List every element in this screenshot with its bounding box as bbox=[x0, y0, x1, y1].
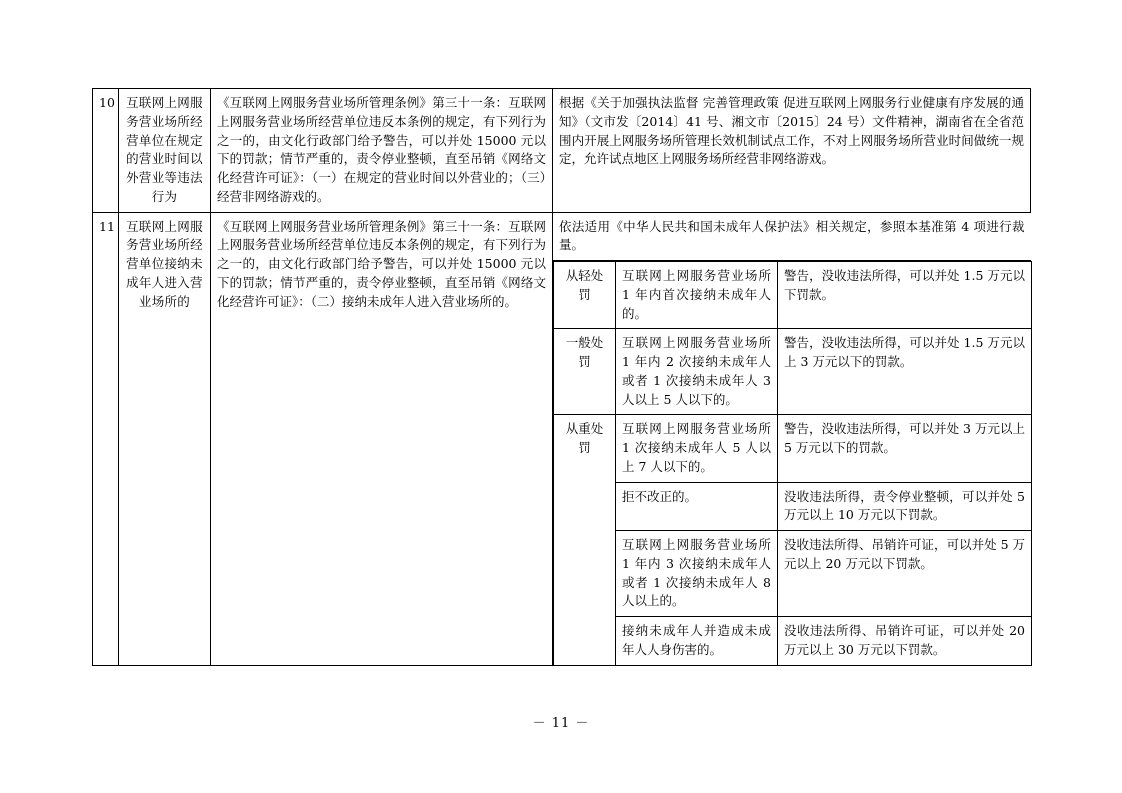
remark-note: 根据《关于加强执法监督 完善管理政策 促进互联网上网服务行业健康有序发展的通知》（文市发〔2014〕41 号、湘文市〔2015〕24 号）文件精神，湖南省在全省范围内开展上网服务场所管理长效机制试点工作，不对上网服务场所营业时间做统一规定，允许试点地区上网服务场所经营非网络游戏。 bbox=[553, 89, 1031, 213]
discretion-penalty: 没收违法所得、吊销许可证，可以并处 20 万元以上 30 万元以下罚款。 bbox=[778, 617, 1032, 666]
discretion-level: 一般处罚 bbox=[554, 329, 616, 415]
discretion-level: 从重处罚 bbox=[554, 415, 616, 665]
discretion-penalty: 警告，没收违法所得，可以并处 1.5 万元以下罚款。 bbox=[778, 262, 1032, 329]
discretion-row bbox=[554, 262, 1032, 329]
legal-basis: 《互联网上网服务营业场所管理条例》第三十一条：互联网上网服务营业场所经营单位违反本条例的规定，有下列行为之一的，由文化行政部门给予警告，可以并处 15000 元以下的罚款；情节严重的，责令停业整顿，直至吊销《网络文化经营许可证》：（二）接纳未成年人进入营业场所的。 bbox=[211, 212, 553, 666]
discretion-standard-table bbox=[92, 88, 1031, 666]
row-number: 11 bbox=[93, 212, 119, 666]
discretion-condition: 接纳未成年人并造成未成年人人身伤害的。 bbox=[616, 617, 778, 666]
row-number: 10 bbox=[93, 89, 119, 213]
discretion-penalty: 警告，没收违法所得，可以并处 3 万元以上 5 万元以下的罚款。 bbox=[778, 415, 1032, 482]
violation-name: 互联网上网服务营业场所经营单位在规定的营业时间以外营业等违法行为 bbox=[119, 89, 211, 213]
discretion-row bbox=[554, 531, 1032, 617]
discretion-condition: 互联网上网服务营业场所 1 年内首次接纳未成年人的。 bbox=[616, 262, 778, 329]
discretion-condition: 互联网上网服务营业场所 1 次接纳未成年人 5 人以上 7 人以下的。 bbox=[616, 415, 778, 482]
table-row bbox=[93, 212, 1031, 666]
discretion-level: 从轻处罚 bbox=[554, 262, 616, 329]
discretion-cell bbox=[553, 212, 1031, 666]
violation-name: 互联网上网服务营业场所经营单位接纳未成年人进入营业场所的 bbox=[119, 212, 211, 666]
table-row bbox=[93, 89, 1031, 213]
discretion-penalty: 警告，没收违法所得，可以并处 1.5 万元以上 3 万元以下的罚款。 bbox=[778, 329, 1032, 415]
discretion-top-note: 依法适用《中华人民共和国未成年人保护法》相关规定，参照本基准第 4 项进行裁量。 bbox=[553, 213, 1031, 262]
discretion-condition: 互联网上网服务营业场所 1 年内 2 次接纳未成年人或者 1 次接纳未成年人 3 人以上 5 人以下的。 bbox=[616, 329, 778, 415]
discretion-condition: 互联网上网服务营业场所 1 年内 3 次接纳未成年人或者 1 次接纳未成年人 8 人以上的。 bbox=[616, 531, 778, 617]
legal-basis: 《互联网上网服务营业场所管理条例》第三十一条：互联网上网服务营业场所经营单位违反本条例的规定，有下列行为之一的，由文化行政部门给予警告，可以并处 15000 元以下的罚款；情节严重的，责令停业整顿，直至吊销《网络文化经营许可证》：（一）在规定的营业时间以外营业的；（三）经营非网络游戏的。 bbox=[211, 89, 553, 213]
page-number: － 11 － bbox=[532, 716, 590, 731]
discretion-penalty: 没收违法所得、吊销许可证，可以并处 5 万元以上 20 万元以下罚款。 bbox=[778, 531, 1032, 617]
discretion-row bbox=[554, 617, 1032, 666]
discretion-row bbox=[554, 482, 1032, 531]
discretion-penalty: 没收违法所得，责令停业整顿，可以并处 5 万元以上 10 万元以下罚款。 bbox=[778, 482, 1032, 531]
discretion-row bbox=[554, 329, 1032, 415]
discretion-row bbox=[554, 415, 1032, 482]
discretion-levels-table bbox=[553, 261, 1032, 666]
discretion-condition: 拒不改正的。 bbox=[616, 482, 778, 531]
